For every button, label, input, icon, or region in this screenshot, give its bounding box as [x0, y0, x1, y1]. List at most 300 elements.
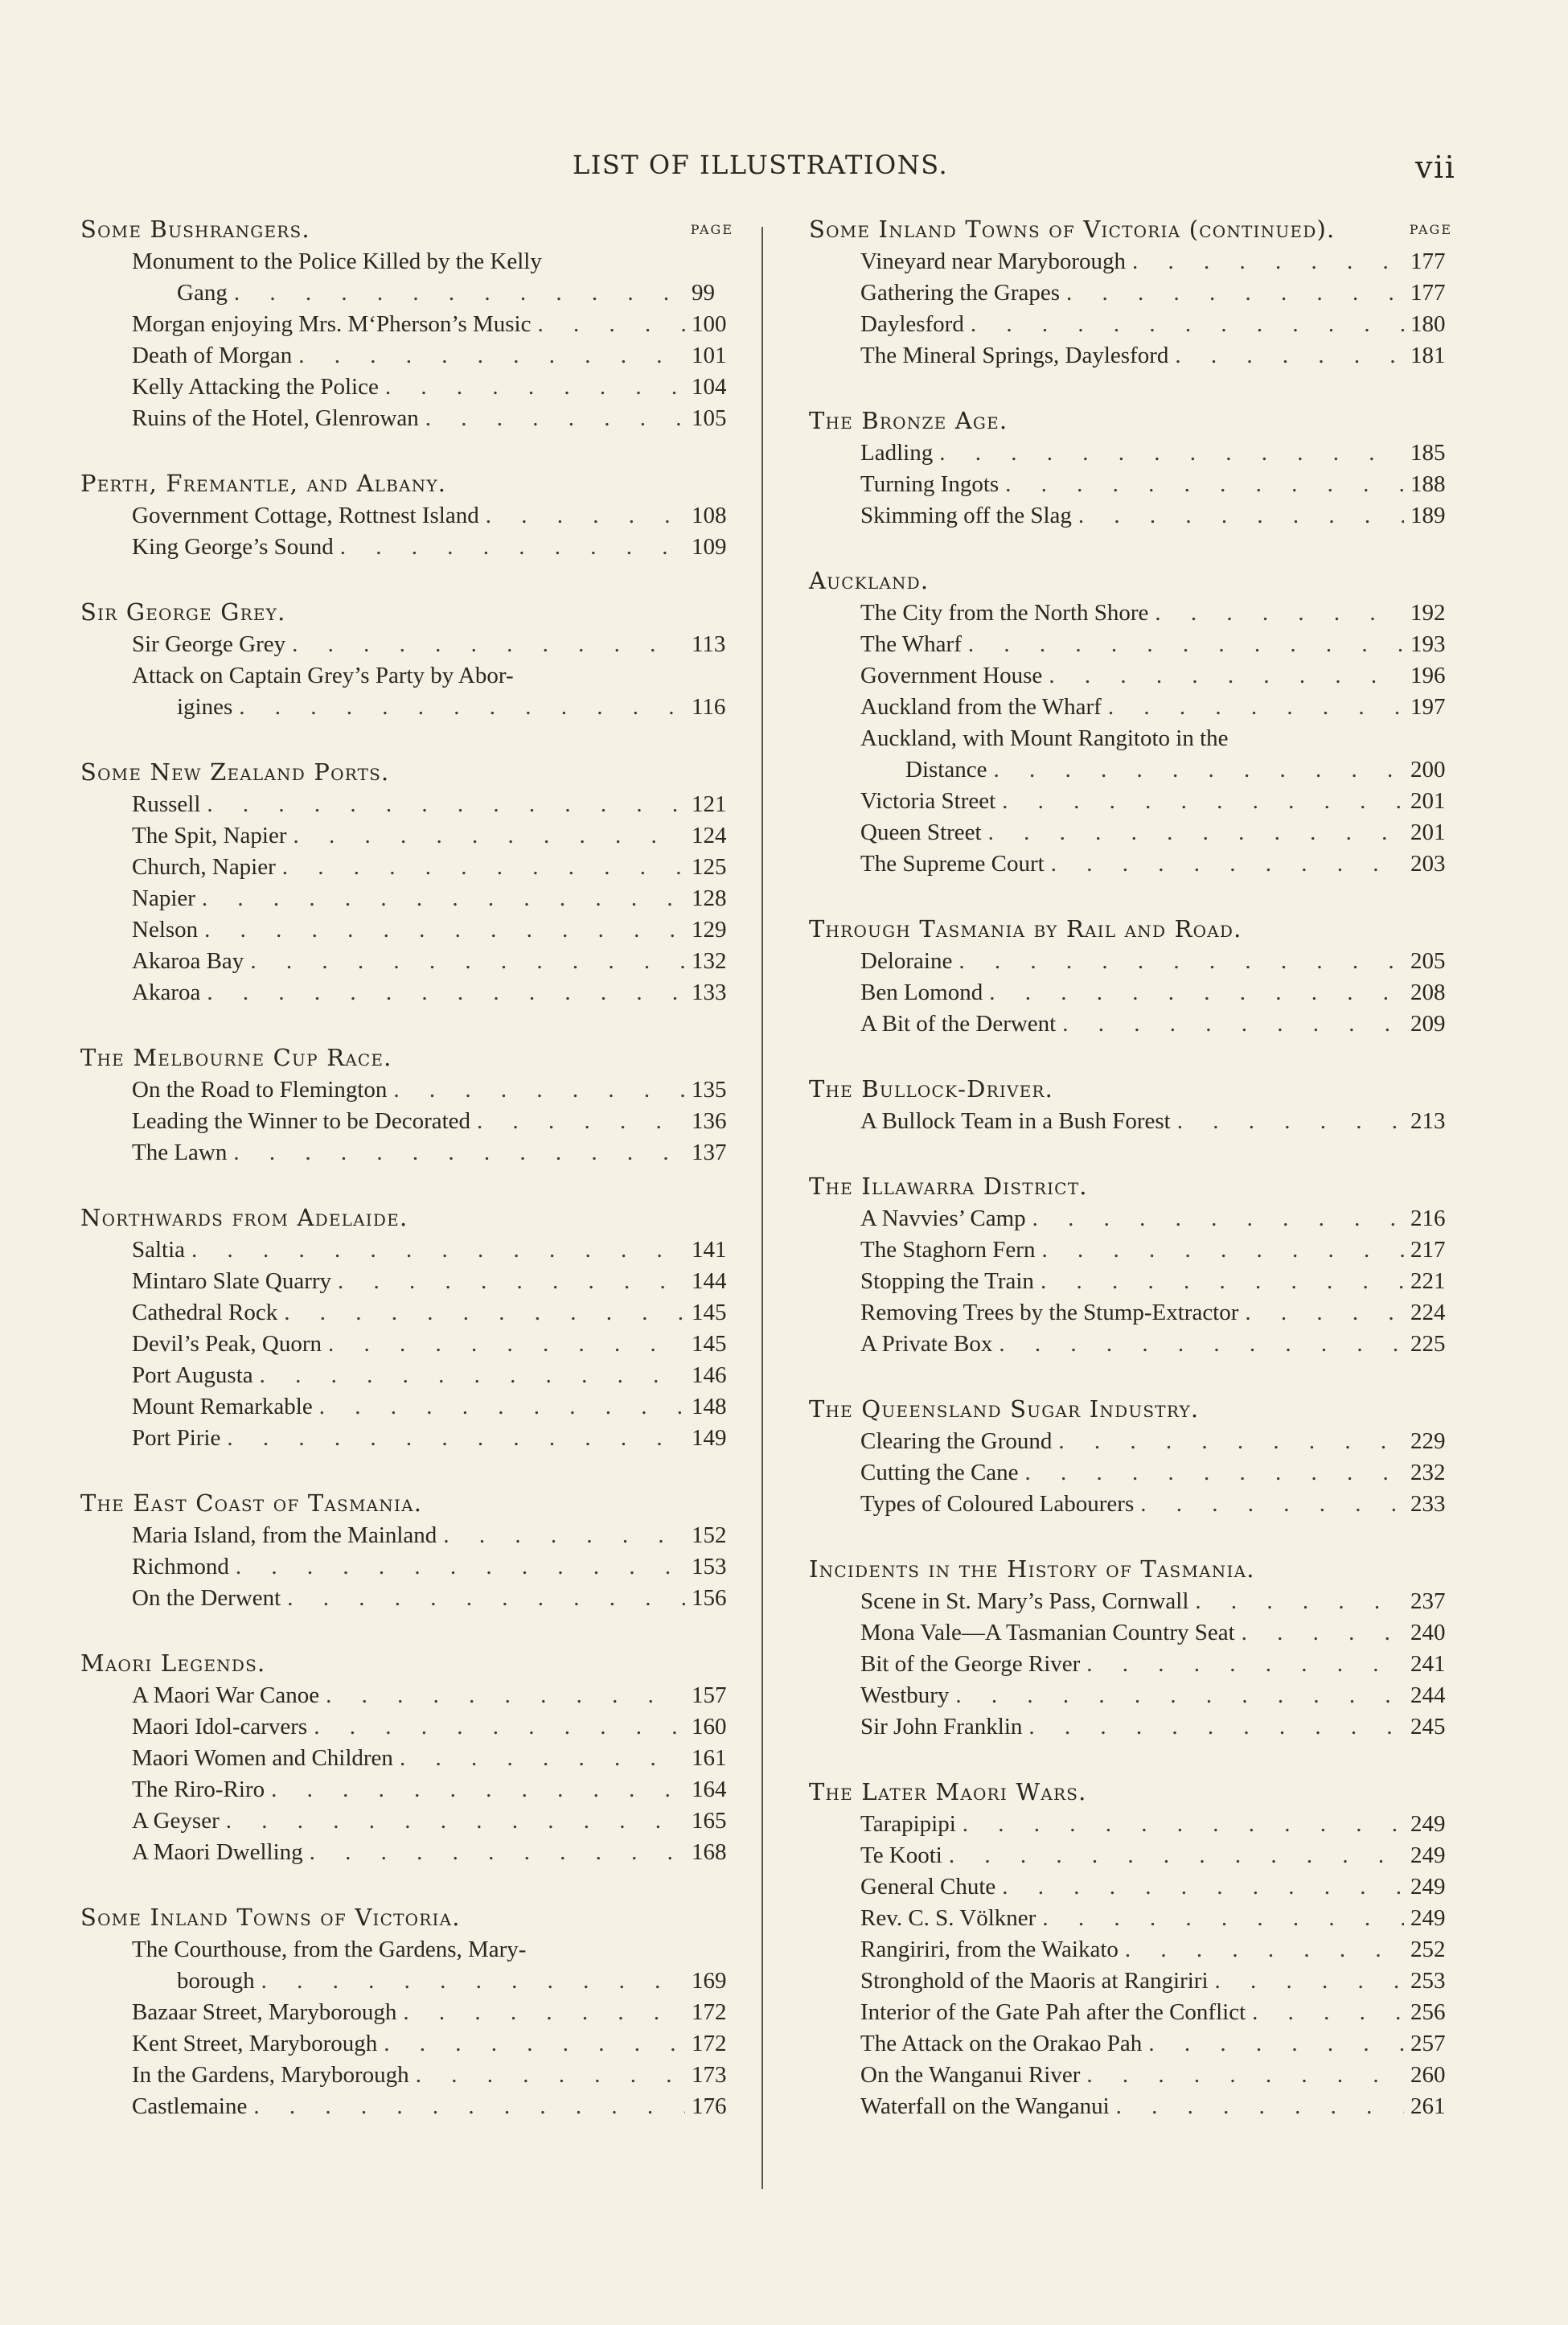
entry-page-number: 249	[1410, 1842, 1446, 1868]
toc-entry	[809, 1329, 1452, 1360]
entry-page-number: 237	[1410, 1588, 1446, 1614]
entry-title: Port Pirie	[132, 1425, 221, 1451]
entry-title: Mount Remarkable	[132, 1394, 313, 1419]
section-heading	[80, 1489, 733, 1520]
entry-title: Ben Lomond	[860, 980, 983, 1005]
entry-title: Maria Island, from the Mainland	[132, 1522, 437, 1548]
toc-entry	[80, 1360, 733, 1391]
toc-entry	[809, 1489, 1452, 1520]
entry-title: Akaroa	[132, 980, 201, 1005]
section-title: Some Inland Towns of Victoria.	[80, 1904, 461, 1931]
section-title: Through Tasmania by Rail and Road.	[809, 915, 1242, 943]
dot-leader	[477, 1106, 685, 1137]
entry-title: Types of Coloured Labourers	[860, 1491, 1135, 1517]
entry-page-number: 164	[692, 1777, 727, 1802]
toc-entry	[80, 1074, 733, 1106]
entry-title: Deloraine	[860, 948, 953, 974]
entry-title: Interior of the Gate Pah after the Conflict	[860, 1999, 1246, 2025]
entry-page-number: 135	[692, 1077, 727, 1103]
entry-page-number: 213	[1410, 1108, 1446, 1134]
entry-title: Maori Women and Children	[132, 1745, 393, 1771]
entry-title: Tarapipipi	[860, 1811, 956, 1837]
entry-title: Vineyard near Maryborough	[860, 249, 1127, 274]
entry-page-number: 136	[692, 1108, 727, 1134]
entry-title: Gang	[177, 280, 228, 306]
entry-page-number: 124	[692, 823, 727, 848]
dot-leader	[1025, 1457, 1404, 1489]
dot-leader	[227, 1423, 685, 1454]
dot-leader	[1215, 1966, 1404, 1997]
section-title: Northwards from Adelaide.	[80, 1204, 408, 1231]
dot-leader	[1078, 500, 1404, 532]
dot-leader	[393, 1074, 685, 1106]
section-title: The Queensland Sugar Industry.	[809, 1395, 1200, 1423]
dot-leader	[949, 1840, 1404, 1871]
dot-leader	[1041, 1266, 1404, 1297]
toc-entry	[80, 914, 733, 946]
entry-page-number: 173	[692, 2062, 727, 2088]
entry-title: igines	[177, 694, 233, 720]
toc-entry	[80, 2091, 733, 2122]
section-heading	[809, 407, 1452, 437]
toc-entry	[809, 1934, 1452, 1966]
section-title: Auckland.	[809, 567, 930, 594]
dot-leader	[1177, 1106, 1404, 1137]
entry-page-number: 188	[1410, 471, 1446, 497]
dot-leader	[1108, 692, 1404, 723]
toc-entry	[80, 1391, 733, 1423]
entry-title: Daylesford	[860, 311, 964, 337]
entry-page-number: 200	[1410, 757, 1446, 783]
dot-leader	[1155, 598, 1404, 629]
entry-title: The Lawn	[132, 1140, 228, 1165]
toc-section	[809, 1778, 1452, 2122]
entry-title-line: Monument to the Police Killed by the Kelly	[132, 249, 542, 274]
entry-title: Te Kooti	[860, 1842, 942, 1868]
dot-leader	[1051, 848, 1404, 880]
entry-page-number: 177	[1410, 280, 1446, 306]
entry-page-number: 249	[1410, 1811, 1446, 1837]
toc-entry	[80, 246, 733, 309]
entry-title: Rev. C. S. Völkner	[860, 1905, 1036, 1931]
toc-entry	[80, 532, 733, 563]
dot-leader	[425, 403, 685, 434]
section-heading	[809, 216, 1452, 246]
dot-leader	[400, 1743, 685, 1774]
dot-leader	[1058, 1426, 1404, 1457]
dot-leader	[1062, 1008, 1404, 1040]
dot-leader	[999, 1329, 1404, 1360]
dot-leader	[1028, 1711, 1404, 1743]
section-title: The Bronze Age.	[809, 407, 1008, 434]
dot-leader	[989, 977, 1404, 1008]
page-number: vii	[1415, 150, 1456, 185]
toc-section	[809, 1075, 1452, 1137]
entry-title: Port Augusta	[132, 1362, 253, 1388]
entry-page-number: 168	[692, 1839, 727, 1865]
dot-leader	[1148, 2028, 1404, 2060]
entry-title: Death of Morgan	[132, 343, 293, 368]
entry-title: The Mineral Springs, Daylesford	[860, 343, 1169, 368]
entry-title: Leading the Winner to be Decorated	[132, 1108, 471, 1134]
toc-entry	[809, 1840, 1452, 1871]
dot-leader	[239, 692, 685, 723]
toc-entry	[80, 500, 733, 532]
dot-leader	[236, 1551, 685, 1583]
entry-page-number: 156	[692, 1585, 727, 1611]
entry-page-number: 172	[692, 1999, 727, 2025]
toc-entry	[809, 1966, 1452, 1997]
toc-entry	[809, 1008, 1452, 1040]
entry-title: Bit of the George River	[860, 1651, 1081, 1677]
entry-title-line: The Courthouse, from the Gardens, Mary-	[132, 1937, 527, 1962]
entry-page-number: 132	[692, 948, 727, 974]
entry-page-number: 169	[692, 1968, 727, 1994]
entry-page-number: 152	[692, 1522, 727, 1548]
section-title: Incidents in the History of Tasmania.	[809, 1555, 1255, 1583]
toc-entry	[80, 1837, 733, 1868]
dot-leader	[284, 1297, 685, 1329]
entry-page-number: 161	[692, 1745, 727, 1771]
dot-leader	[1132, 246, 1404, 277]
toc-entry	[80, 1680, 733, 1711]
section-heading	[80, 1044, 733, 1074]
entry-title: Removing Trees by the Stump-Extractor	[860, 1300, 1239, 1325]
toc-entry	[809, 848, 1452, 880]
section-heading	[80, 1204, 733, 1234]
entry-page-number: 256	[1410, 1999, 1446, 2025]
entry-page-number: 128	[692, 885, 727, 911]
dot-leader	[1252, 1997, 1404, 2028]
entry-title: Sir George Grey	[132, 631, 286, 657]
entry-page-number: 185	[1410, 440, 1446, 466]
entry-page-number: 144	[692, 1268, 727, 1294]
toc-section	[80, 1044, 733, 1169]
entry-title: Akaroa Bay	[132, 948, 244, 974]
toc-entry	[809, 469, 1452, 500]
dot-leader	[1032, 1203, 1404, 1234]
entry-title: Turning Ingots	[860, 471, 999, 497]
toc-section	[80, 598, 733, 723]
dot-leader	[282, 852, 685, 883]
entry-page-number: 148	[692, 1394, 727, 1419]
dot-leader	[253, 2091, 685, 2122]
dot-leader	[328, 1329, 685, 1360]
dot-leader	[1042, 1903, 1404, 1934]
section-title: The East Coast of Tasmania.	[80, 1489, 423, 1517]
entry-page-number: 221	[1410, 1268, 1446, 1294]
toc-entry	[80, 629, 733, 660]
section-title: The Illawarra District.	[809, 1173, 1088, 1200]
toc-entry	[80, 1997, 733, 2028]
dot-leader	[384, 2028, 685, 2060]
entry-title: borough	[177, 1968, 255, 1994]
entry-title: Kent Street, Maryborough	[132, 2031, 378, 2056]
entry-page-number: 241	[1410, 1651, 1446, 1677]
toc-section	[80, 1649, 733, 1868]
entry-page-number: 244	[1410, 1682, 1446, 1708]
dot-leader	[1125, 1934, 1404, 1966]
toc-entry	[80, 1266, 733, 1297]
entry-title: Victoria Street	[860, 788, 996, 814]
entry-title: Clearing the Ground	[860, 1428, 1053, 1454]
toc-entry	[809, 1426, 1452, 1457]
toc-entry	[809, 1297, 1452, 1329]
section-heading	[809, 1555, 1452, 1586]
section-heading	[80, 470, 733, 500]
entry-page-number: 177	[1410, 249, 1446, 274]
toc-section	[809, 216, 1452, 372]
toc-entry	[80, 1297, 733, 1329]
dot-leader	[1066, 277, 1404, 309]
entry-page-number: 129	[692, 917, 727, 943]
section-heading	[809, 567, 1452, 598]
entry-title: Bazaar Street, Maryborough	[132, 1999, 397, 2025]
entry-page-number: 253	[1410, 1968, 1446, 1994]
dot-leader	[233, 1137, 685, 1169]
section-title: Maori Legends.	[80, 1649, 266, 1677]
section-title: Sir George Grey.	[80, 598, 286, 626]
entry-page-number: 180	[1410, 311, 1446, 337]
entry-title: The Wharf	[860, 631, 962, 657]
entry-title: King George’s Sound	[132, 534, 334, 560]
entry-title-line: Attack on Captain Grey’s Party by Abor-	[132, 663, 514, 688]
dot-leader	[226, 1805, 685, 1837]
section-heading	[809, 1395, 1452, 1426]
dot-leader	[298, 340, 685, 372]
entry-title: On the Derwent	[132, 1585, 281, 1611]
entry-title: Ruins of the Hotel, Glenrowan	[132, 405, 419, 431]
toc-entry	[809, 1617, 1452, 1649]
dot-leader	[1116, 2091, 1404, 2122]
entry-page-number: 141	[692, 1237, 727, 1263]
dot-leader	[326, 1680, 685, 1711]
dot-leader	[293, 820, 685, 852]
dot-leader	[271, 1774, 685, 1805]
toc-entry	[809, 977, 1452, 1008]
toc-entry	[809, 2060, 1452, 2091]
entry-title: A Maori Dwelling	[132, 1839, 303, 1865]
toc-entry	[809, 629, 1452, 660]
toc-entry	[80, 403, 733, 434]
toc-entry	[80, 883, 733, 914]
entry-page-number: 193	[1410, 631, 1446, 657]
entry-title: A Bullock Team in a Bush Forest	[860, 1108, 1171, 1134]
entry-page-number: 197	[1410, 694, 1446, 720]
toc-section	[809, 407, 1452, 532]
toc-entry	[80, 372, 733, 403]
entry-title-continuation	[132, 1966, 733, 1997]
toc-entry	[809, 1903, 1452, 1934]
entry-title: The Spit, Napier	[132, 823, 287, 848]
dot-leader	[314, 1711, 685, 1743]
toc-entry	[809, 1997, 1452, 2028]
right-column	[809, 216, 1452, 2158]
toc-entry	[809, 946, 1452, 977]
section-heading	[80, 1904, 733, 1934]
entry-title-continuation	[132, 277, 733, 309]
entry-title: Cutting the Cane	[860, 1460, 1019, 1485]
entry-title: Scene in St. Mary’s Pass, Cornwall	[860, 1588, 1189, 1614]
entry-page-number: 181	[1410, 343, 1446, 368]
section-title: Perth, Fremantle, and Albany.	[80, 470, 447, 497]
entry-page-number: 153	[692, 1554, 727, 1579]
dot-leader	[261, 1966, 685, 1997]
dot-leader	[1242, 1617, 1404, 1649]
entry-title: Queen Street	[860, 820, 982, 845]
dot-leader	[191, 1234, 685, 1266]
entry-title: Church, Napier	[132, 854, 276, 880]
dot-leader	[537, 309, 685, 340]
toc-entry	[809, 817, 1452, 848]
entry-page-number: 245	[1410, 1714, 1446, 1740]
dot-leader	[340, 532, 685, 563]
entry-page-number: 121	[692, 791, 727, 817]
entry-page-number: 99	[692, 280, 715, 306]
entry-page-number: 133	[692, 980, 727, 1005]
toc-entry	[80, 1934, 733, 1997]
dot-leader	[1175, 340, 1404, 372]
toc-entry	[809, 598, 1452, 629]
entry-page-number: 145	[692, 1331, 727, 1357]
toc-section	[809, 1173, 1452, 1360]
toc-entry	[80, 789, 733, 820]
entry-page-number: 225	[1410, 1331, 1446, 1357]
entry-page-number: 201	[1410, 820, 1446, 845]
entry-title: A Private Box	[860, 1331, 993, 1357]
entry-title: A Maori War Canoe	[132, 1682, 320, 1708]
toc-entry	[80, 977, 733, 1008]
entry-page-number: 196	[1410, 663, 1446, 688]
toc-entry	[80, 1551, 733, 1583]
entry-title: Gathering the Grapes	[860, 280, 1061, 306]
page-title: LIST OF ILLUSTRATIONS.	[573, 150, 949, 180]
dot-leader	[319, 1391, 685, 1423]
dot-leader	[955, 1680, 1404, 1711]
toc-entry	[80, 1805, 733, 1837]
dot-leader	[958, 946, 1404, 977]
entry-page-number: 176	[692, 2093, 727, 2119]
page-header	[0, 150, 1568, 190]
toc-entry	[80, 946, 733, 977]
entry-title: Napier	[132, 885, 195, 911]
entry-title: Devil’s Peak, Quorn	[132, 1331, 322, 1357]
entry-page-number: 189	[1410, 503, 1446, 528]
toc-entry	[80, 660, 733, 723]
entry-title: Mona Vale—A Tasmanian Country Seat	[860, 1620, 1235, 1645]
entry-page-number: 125	[692, 854, 727, 880]
entry-page-number: 257	[1410, 2031, 1446, 2056]
toc-entry	[80, 340, 733, 372]
toc-entry	[809, 340, 1452, 372]
entry-page-number: 208	[1410, 980, 1446, 1005]
dot-leader	[204, 914, 685, 946]
entry-title: The Staghorn Fern	[860, 1237, 1036, 1263]
entry-title: The City from the North Shore	[860, 600, 1149, 626]
toc-entry	[80, 1774, 733, 1805]
section-title: Some Inland Towns of Victoria (continued).	[809, 216, 1336, 243]
toc-entry	[80, 1423, 733, 1454]
toc-entry	[809, 500, 1452, 532]
entry-title: Nelson	[132, 917, 199, 943]
dot-leader	[1086, 1649, 1404, 1680]
dot-leader	[310, 1837, 685, 1868]
entry-title: Rangiriri, from the Waikato	[860, 1937, 1119, 1962]
entry-title: Skimming off the Slag	[860, 503, 1072, 528]
toc-entry	[80, 309, 733, 340]
section-heading	[80, 758, 733, 789]
entry-title: Auckland from the Wharf	[860, 694, 1102, 720]
dot-leader	[385, 372, 685, 403]
dot-leader	[1086, 2060, 1404, 2091]
section-title: Some Bushrangers.	[80, 216, 310, 243]
entry-page-number: 165	[692, 1808, 727, 1834]
entry-page-number: 224	[1410, 1300, 1446, 1325]
toc-entry	[809, 2028, 1452, 2060]
dot-leader	[1002, 786, 1404, 817]
entry-page-number: 261	[1410, 2093, 1446, 2119]
entry-page-number: 108	[692, 503, 727, 528]
entry-page-number: 104	[692, 374, 727, 400]
entry-title: Saltia	[132, 1237, 186, 1263]
entry-page-number: 100	[692, 311, 727, 337]
toc-entry	[80, 1234, 733, 1266]
page-column-label: PAGE	[1409, 222, 1452, 237]
toc-entry	[809, 1871, 1452, 1903]
entry-page-number: 146	[692, 1362, 727, 1388]
toc-entry	[80, 852, 733, 883]
toc-entry	[80, 2060, 733, 2091]
toc-section	[809, 1555, 1452, 1743]
toc-entry	[809, 309, 1452, 340]
section-heading	[80, 1649, 733, 1680]
toc-entry	[809, 723, 1452, 786]
toc-entry	[80, 820, 733, 852]
entry-page-number: 137	[692, 1140, 727, 1165]
dot-leader	[1140, 1489, 1404, 1520]
entry-page-number: 160	[692, 1714, 727, 1740]
section-title: Some New Zealand Ports.	[80, 758, 390, 786]
dot-leader	[443, 1520, 685, 1551]
entry-page-number: 203	[1410, 851, 1446, 877]
toc-entry	[809, 1680, 1452, 1711]
entry-page-number: 101	[692, 343, 727, 368]
dot-leader	[1245, 1297, 1404, 1329]
toc-entry	[80, 1137, 733, 1169]
toc-section	[80, 758, 733, 1008]
toc-entry	[809, 1234, 1452, 1266]
dot-leader	[486, 500, 685, 532]
toc-entry	[809, 1457, 1452, 1489]
toc-entry	[809, 1586, 1452, 1617]
toc-entry	[809, 1809, 1452, 1840]
section-heading	[809, 1075, 1452, 1106]
entry-title: Cathedral Rock	[132, 1300, 278, 1325]
entry-title: Maori Idol-carvers	[132, 1714, 308, 1740]
toc-section	[809, 1395, 1452, 1520]
toc-entry	[80, 2028, 733, 2060]
entry-page-number: 205	[1410, 948, 1446, 974]
entry-title: A Navvies’ Camp	[860, 1206, 1026, 1231]
entry-page-number: 116	[692, 694, 726, 720]
entry-title: Distance	[905, 757, 987, 783]
entry-page-number: 233	[1410, 1491, 1446, 1517]
toc-entry	[809, 786, 1452, 817]
entry-title: The Supreme Court	[860, 851, 1045, 877]
toc-entry	[80, 1520, 733, 1551]
toc-entry	[809, 277, 1452, 309]
entry-title: On the Road to Flemington	[132, 1077, 388, 1103]
